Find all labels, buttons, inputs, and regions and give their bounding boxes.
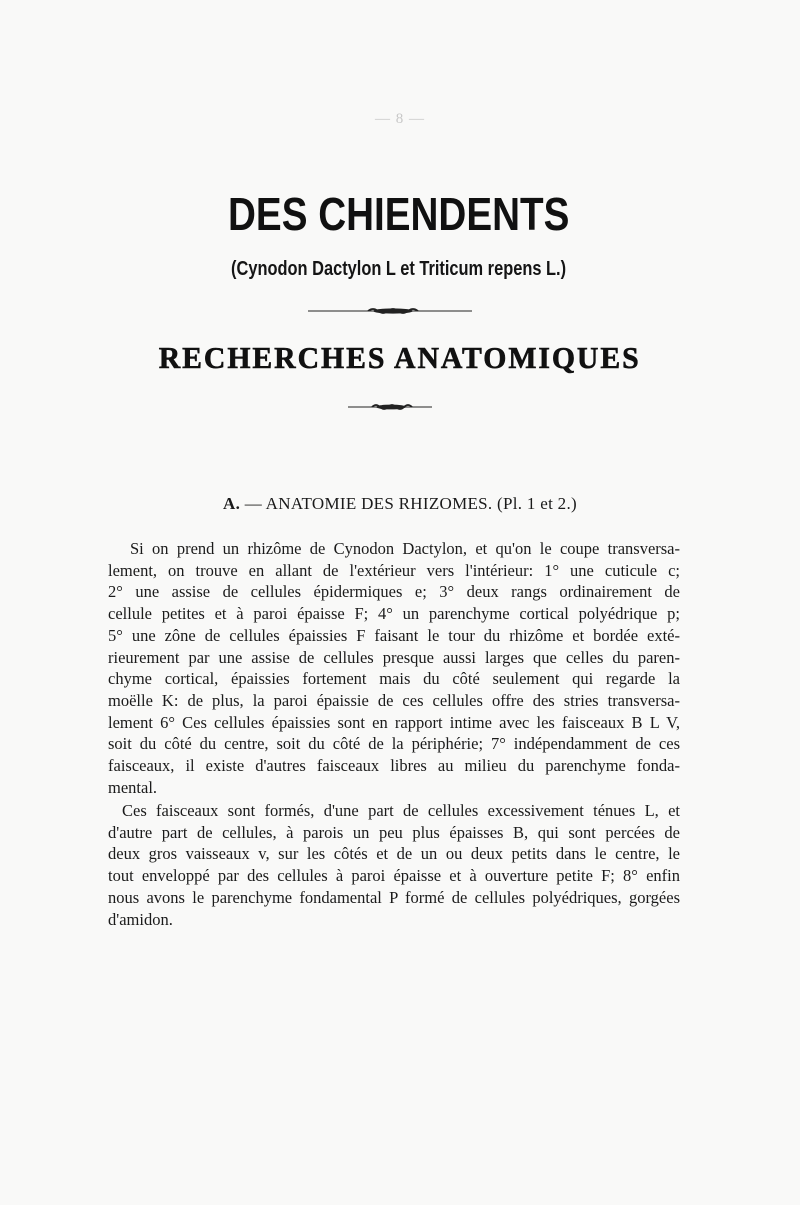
- paragraph-line: deux gros vaisseaux v, sur les côtés et de un ou deux petits dans le centre, le: [108, 844, 680, 864]
- paragraph-line: d'amidon.: [108, 909, 173, 929]
- page-number: — 8 —: [375, 111, 425, 127]
- paragraph-line: lement, on trouve en allant de l'extérieur vers l'intérieur: 1° une cuticule c;: [108, 560, 680, 580]
- ornamental-rule-icon: [0, 306, 800, 316]
- paragraph-line: rieurement par une assise de cellules presque aussi larges que celles du paren-: [108, 647, 680, 667]
- paragraph-line: mental.: [108, 777, 158, 797]
- paragraph-line: Ces faisceaux sont formés, d'une part de cellules excessivement ténues L, et: [122, 801, 680, 820]
- section-title: RECHERCHES ANATOMIQUES: [158, 340, 641, 375]
- page-subtitle: (Cynodon Dactylon L et Triticum repens L.): [231, 258, 567, 280]
- paragraph-line: Si on prend un rhizôme de Cynodon Dactylon, et qu'on le coupe transversa-: [130, 539, 680, 558]
- paragraph-line: lement 6° Ces cellules épaissies sont en rapport intime avec les faisceaux B L V,: [108, 712, 680, 732]
- paragraph-line: 2° une assise de cellules épidermiques e; 3° deux rangs ordinairement de: [108, 582, 680, 602]
- paragraph-line: soit du côté du centre, soit du côté de la périphérie; 7° indépendamment de ces: [108, 734, 680, 754]
- paragraph-line: moëlle K: de plus, la paroi épaissie de ces cellules offre des stries transversa-: [108, 690, 680, 710]
- part-letter: A.: [223, 494, 241, 513]
- paragraph-line: faisceaux, il existe d'autres faisceaux libres au milieu du parenchyme fonda-: [108, 756, 680, 776]
- ornamental-divider-icon: [0, 402, 800, 412]
- paragraph-line: cellule petites et à paroi épaisse F; 4° un parenchyme cortical polyédrique p;: [108, 604, 680, 624]
- paragraph-line: tout enveloppé par des cellules à paroi épaisse et à ouverture petite F; 8° enfin: [108, 866, 680, 886]
- paragraph-line: chyme cortical, épaissies fortement mais du côté seulement qui regarde la: [108, 669, 680, 689]
- paragraph-line: 5° une zône de cellules épaissies F faisant le tour du rhizôme et bordée exté-: [108, 625, 680, 645]
- paragraph-line: d'autre part de cellules, à parois un peu plus épaisses B, qui sont percées de: [108, 822, 680, 842]
- paragraph-1: [108, 538, 680, 798]
- part-heading-text: — ANATOMIE DES RHIZOMES. (Pl. 1 et 2.): [244, 494, 577, 513]
- paragraph-line: nous avons le parenchyme fondamental P formé de cellules polyédriques, gorgées: [108, 887, 680, 907]
- part-heading: [0, 494, 800, 514]
- page-title: DES CHIENDENTS: [228, 188, 570, 240]
- paragraph-2: [108, 800, 680, 930]
